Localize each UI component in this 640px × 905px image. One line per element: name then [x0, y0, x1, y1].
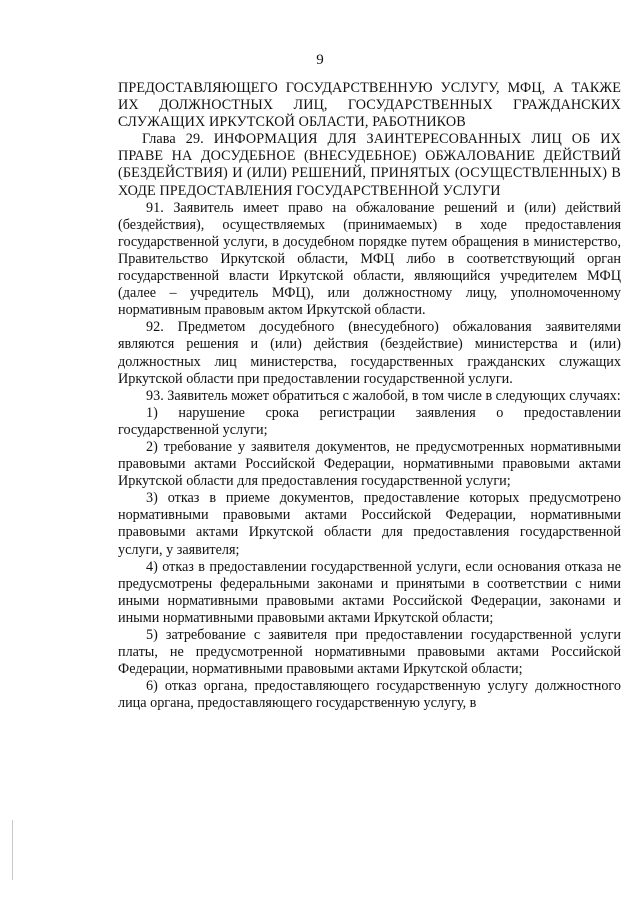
scan-edge-mark — [12, 820, 13, 880]
list-item-4: 4) отказ в предоставлении государственной услуги, если основания отказа не предусмотрены федеральными законами и принятыми в соответствии с ними иными нормативными правовыми актами Российской Федерации, законами и иными нормативными правовыми актами Иркутской области; — [118, 558, 621, 626]
document-body — [118, 80, 621, 712]
list-item-5: 5) затребование с заявителя при предоставлении государственной услуги платы, не предусмотренной нормативными правовыми актами Российской Федерации, нормативными правовыми актами Иркутской области; — [118, 627, 621, 678]
list-item-6: 6) отказ органа, предоставляющего государственную услугу должностного лица органа, предоставляющего государственную услугу, в — [118, 678, 621, 712]
section-heading-continuation: ПРЕДОСТАВЛЯЮЩЕГО ГОСУДАРСТВЕННУЮ УСЛУГУ, МФЦ, А ТАКЖЕ ИХ ДОЛЖНОСТНЫХ ЛИЦ, ГОСУДАРСТВЕННЫХ ГРАЖДАНСКИХ СЛУЖАЩИХ ИРКУТСКОЙ ОБЛАСТИ, РАБОТНИКОВ — [118, 80, 621, 131]
list-item-3: 3) отказ в приеме документов, предоставление которых предусмотрено нормативными правовыми актами Российской Федерации, нормативными правовыми актами Иркутской области для предоставления государственной услуги, у заявителя; — [118, 490, 621, 558]
paragraph-91: 91. Заявитель имеет право на обжалование решений и (или) действий (бездействия), осуществляемых (принимаемых) в ходе предоставления государственной услуги, в досудебном порядке путем обращения в министерство, Правительство Иркутской области, МФЦ либо в соответствующий орган государственной власти Иркутской области, являющийся учредителем МФЦ (далее – учредитель МФЦ), или должностному лицу, уполномоченному нормативным правовым актом Иркутской области. — [118, 199, 621, 319]
paragraph-92: 92. Предметом досудебного (внесудебного) обжалования заявителями являются решения и (или) действия (бездействие) министерства и (или) должностных лиц министерства, государственных гражданских служащих Иркутской области при предоставлении государственной услуги. — [118, 319, 621, 387]
chapter-29-heading: Глава 29. ИНФОРМАЦИЯ ДЛЯ ЗАИНТЕРЕСОВАННЫХ ЛИЦ ОБ ИХ ПРАВЕ НА ДОСУДЕБНОЕ (ВНЕСУДЕБНОЕ) ОБЖАЛОВАНИЕ ДЕЙСТВИЙ (БЕЗДЕЙСТВИЯ) И (ИЛИ) РЕШЕНИЙ, ПРИНЯТЫХ (ОСУЩЕСТВЛЕННЫХ) В ХОДЕ ПРЕДОСТАВЛЕНИЯ ГОСУДАРСТВЕННОЙ УСЛУГИ — [118, 131, 621, 199]
list-item-2: 2) требование у заявителя документов, не предусмотренных нормативными правовыми актами Российской Федерации, нормативными правовыми актами Иркутской области для предоставления государственной услуги; — [118, 438, 621, 490]
page-number: 9 — [316, 52, 324, 68]
list-item-1: 1) нарушение срока регистрации заявления о предоставлении государственной услуги; — [118, 404, 621, 438]
paragraph-93: 93. Заявитель может обратиться с жалобой, в том числе в следующих случаях: — [146, 387, 621, 404]
